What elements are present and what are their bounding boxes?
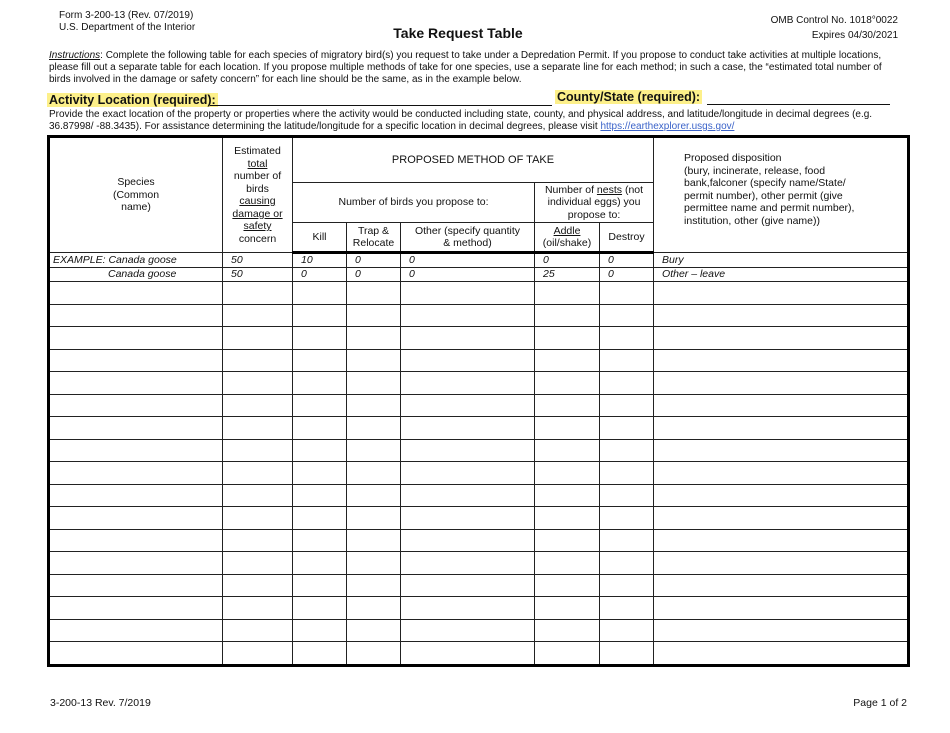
birds-subheader: Number of birds you propose to: [293, 183, 535, 223]
trap-cell[interactable] [347, 327, 401, 350]
kill-cell[interactable] [293, 597, 347, 620]
other-cell[interactable] [401, 529, 535, 552]
kill-cell[interactable] [293, 507, 347, 530]
disposition-cell[interactable] [654, 484, 909, 507]
addle-cell[interactable] [535, 439, 600, 462]
estimated-cell[interactable] [223, 552, 293, 575]
kill-cell[interactable] [293, 394, 347, 417]
addle-cell[interactable] [535, 619, 600, 642]
table-row [49, 327, 909, 350]
estimated-cell[interactable] [223, 574, 293, 597]
table-row [49, 349, 909, 372]
omb-block [771, 13, 898, 43]
trap-cell[interactable]: 0 [347, 253, 401, 268]
addle-header: Addle (oil/shake) [535, 223, 600, 253]
trap-cell[interactable] [347, 597, 401, 620]
disposition-cell[interactable] [654, 552, 909, 575]
other-cell[interactable]: 0 [401, 268, 535, 282]
estimated-cell[interactable] [223, 372, 293, 395]
trap-cell[interactable] [347, 552, 401, 575]
disposition-cell[interactable] [654, 372, 909, 395]
destroy-cell[interactable] [600, 529, 654, 552]
other-cell[interactable] [401, 327, 535, 350]
other-method-header: Other (specify quantity & method) [401, 223, 535, 253]
estimated-cell[interactable] [223, 597, 293, 620]
kill-cell[interactable] [293, 372, 347, 395]
kill-cell[interactable] [293, 642, 347, 666]
kill-cell[interactable] [293, 619, 347, 642]
addle-cell[interactable] [535, 529, 600, 552]
location-instructions [49, 109, 907, 133]
disposition-cell[interactable] [654, 282, 909, 305]
table-row [49, 268, 909, 282]
trap-cell[interactable] [347, 619, 401, 642]
addle-cell[interactable] [535, 574, 600, 597]
estimated-cell[interactable] [223, 619, 293, 642]
table-row [49, 417, 909, 440]
instructions-text: : Complete the following table for each species of migratory bird(s) you request to take under a Depredation Permit. If you propose to conduct take activities at multiple locations, please fill out a separate table for each location. If you propose multiple methods of take for one species, use a separate line for each method; in such a case, the “estimated total number of birds involved in the damage or safety concern” for each line should be the same, as in the example below. [49, 50, 882, 85]
destroy-cell[interactable] [600, 439, 654, 462]
species-cell[interactable] [49, 304, 223, 327]
species-cell[interactable] [49, 507, 223, 530]
proposed-method-header: PROPOSED METHOD OF TAKE [293, 137, 654, 183]
destroy-cell[interactable]: 0 [600, 253, 654, 268]
species-header: Species (Common name) [49, 137, 223, 253]
trap-cell[interactable] [347, 439, 401, 462]
kill-cell[interactable] [293, 574, 347, 597]
destroy-cell[interactable]: 0 [600, 268, 654, 282]
destroy-cell[interactable] [600, 642, 654, 666]
disposition-cell[interactable] [654, 349, 909, 372]
disposition-cell[interactable] [654, 462, 909, 485]
table-row [49, 597, 909, 620]
kill-cell[interactable] [293, 349, 347, 372]
addle-cell[interactable]: 0 [535, 253, 600, 268]
estimated-cell[interactable] [223, 484, 293, 507]
trap-cell[interactable] [347, 507, 401, 530]
other-cell[interactable] [401, 552, 535, 575]
estimated-cell[interactable] [223, 529, 293, 552]
instructions-paragraph [49, 50, 905, 86]
other-cell[interactable] [401, 642, 535, 666]
trap-cell[interactable] [347, 304, 401, 327]
addle-cell[interactable] [535, 304, 600, 327]
species-cell[interactable] [49, 394, 223, 417]
table-row [49, 372, 909, 395]
table-row [49, 462, 909, 485]
take-request-table [47, 135, 910, 667]
destroy-cell[interactable] [600, 417, 654, 440]
other-cell[interactable] [401, 619, 535, 642]
disposition-cell[interactable] [654, 642, 909, 666]
estimated-cell[interactable] [223, 394, 293, 417]
destroy-cell[interactable] [600, 552, 654, 575]
destroy-header: Destroy [600, 223, 654, 253]
species-cell[interactable]: Canada goose [49, 268, 223, 282]
estimated-cell[interactable] [223, 282, 293, 305]
estimated-cell[interactable] [223, 417, 293, 440]
species-cell[interactable] [49, 552, 223, 575]
species-cell[interactable] [49, 529, 223, 552]
species-cell[interactable] [49, 574, 223, 597]
other-cell[interactable] [401, 484, 535, 507]
species-cell[interactable] [49, 372, 223, 395]
department-name: U.S. Department of the Interior [59, 22, 196, 33]
county-state-input[interactable] [707, 103, 890, 105]
table-row [49, 529, 909, 552]
disposition-cell[interactable] [654, 507, 909, 530]
other-cell[interactable] [401, 394, 535, 417]
species-cell[interactable] [49, 597, 223, 620]
destroy-cell[interactable] [600, 304, 654, 327]
addle-cell[interactable] [535, 642, 600, 666]
disposition-cell[interactable] [654, 619, 909, 642]
addle-cell[interactable] [535, 484, 600, 507]
disposition-cell[interactable] [654, 304, 909, 327]
activity-location-label: Activity Location (required): [49, 93, 216, 107]
addle-cell[interactable] [535, 552, 600, 575]
kill-cell[interactable] [293, 304, 347, 327]
estimated-cell[interactable] [223, 642, 293, 666]
estimated-cell[interactable] [223, 462, 293, 485]
table-row [49, 439, 909, 462]
disposition-cell[interactable] [654, 417, 909, 440]
destroy-cell[interactable] [600, 574, 654, 597]
table-row [49, 394, 909, 417]
destroy-cell[interactable] [600, 619, 654, 642]
expiration-date: Expires 04/30/2021 [811, 30, 898, 41]
estimated-cell[interactable]: 50 [223, 253, 293, 268]
species-cell[interactable] [49, 417, 223, 440]
destroy-cell[interactable] [600, 597, 654, 620]
addle-cell[interactable] [535, 417, 600, 440]
kill-cell[interactable]: 10 [293, 253, 347, 268]
page-title: Take Request Table [393, 25, 523, 41]
earthexplorer-link[interactable]: https://earthexplorer.usgs.gov/ [600, 121, 735, 132]
other-cell[interactable] [401, 597, 535, 620]
other-cell[interactable] [401, 439, 535, 462]
destroy-cell[interactable] [600, 282, 654, 305]
omb-control-number: OMB Control No. 1018°0022 [770, 15, 898, 26]
species-cell[interactable] [49, 282, 223, 305]
disposition-cell[interactable]: Bury [654, 253, 909, 268]
kill-cell[interactable] [293, 327, 347, 350]
other-cell[interactable] [401, 372, 535, 395]
species-cell[interactable] [49, 462, 223, 485]
addle-cell[interactable] [535, 462, 600, 485]
estimated-total-header: Estimated total number of birds causing damage or safety concern [223, 137, 293, 253]
species-cell[interactable]: EXAMPLE: Canada goose [49, 253, 223, 268]
other-cell[interactable] [401, 282, 535, 305]
destroy-cell[interactable] [600, 507, 654, 530]
kill-cell[interactable] [293, 462, 347, 485]
disposition-cell[interactable]: Other – leave [654, 268, 909, 282]
table-row [49, 507, 909, 530]
trap-cell[interactable] [347, 282, 401, 305]
estimated-cell[interactable] [223, 507, 293, 530]
addle-cell[interactable] [535, 349, 600, 372]
addle-cell[interactable] [535, 372, 600, 395]
other-cell[interactable] [401, 349, 535, 372]
trap-relocate-header: Trap & Relocate [347, 223, 401, 253]
addle-cell[interactable]: 25 [535, 268, 600, 282]
species-cell[interactable] [49, 439, 223, 462]
species-cell[interactable] [49, 619, 223, 642]
location-instructions-text: Provide the exact location of the property or properties where the activity would be conducted including state, county, and physical address, and latitude/longitude in decimal degrees (e.g. 36.87998/ -88.3435). For assistance determining the latitude/longitude for a specific location in decimal degrees, please visit [49, 109, 873, 132]
addle-cell[interactable] [535, 282, 600, 305]
disposition-header: Proposed disposition (bury, incinerate, release, food bank,falconer (specify name/State/ permit number), other permit (give permittee name and permit number), institution, other (give name)) [654, 137, 909, 253]
destroy-cell[interactable] [600, 327, 654, 350]
trap-cell[interactable] [347, 417, 401, 440]
species-cell[interactable] [49, 484, 223, 507]
other-cell[interactable] [401, 574, 535, 597]
kill-cell[interactable]: 0 [293, 268, 347, 282]
table-row [49, 619, 909, 642]
disposition-cell[interactable] [654, 327, 909, 350]
table-row [49, 484, 909, 507]
kill-cell[interactable] [293, 484, 347, 507]
table-row [49, 642, 909, 666]
trap-cell[interactable] [347, 642, 401, 666]
county-state-label: County/State (required): [557, 90, 701, 104]
species-cell[interactable] [49, 349, 223, 372]
kill-header: Kill [293, 223, 347, 253]
disposition-cell[interactable] [654, 529, 909, 552]
table-row [49, 574, 909, 597]
page-number: Page 1 of 2 [853, 697, 907, 709]
trap-cell[interactable]: 0 [347, 268, 401, 282]
trap-cell[interactable] [347, 484, 401, 507]
other-cell[interactable] [401, 304, 535, 327]
table-row [49, 304, 909, 327]
destroy-cell[interactable] [600, 394, 654, 417]
trap-cell[interactable] [347, 349, 401, 372]
trap-cell[interactable] [347, 394, 401, 417]
disposition-cell[interactable] [654, 394, 909, 417]
nests-subheader: Number of nests (not individual eggs) you propose to: [535, 183, 654, 223]
disposition-cell[interactable] [654, 439, 909, 462]
kill-cell[interactable] [293, 417, 347, 440]
estimated-cell[interactable] [223, 439, 293, 462]
addle-cell[interactable] [535, 507, 600, 530]
species-cell[interactable] [49, 642, 223, 666]
disposition-cell[interactable] [654, 597, 909, 620]
addle-cell[interactable] [535, 597, 600, 620]
table-row [49, 282, 909, 305]
trap-cell[interactable] [347, 462, 401, 485]
trap-cell[interactable] [347, 574, 401, 597]
other-cell[interactable] [401, 417, 535, 440]
estimated-cell[interactable]: 50 [223, 268, 293, 282]
instructions-lead: Instructions [49, 50, 101, 61]
species-cell[interactable] [49, 327, 223, 350]
destroy-cell[interactable] [600, 349, 654, 372]
other-cell[interactable] [401, 507, 535, 530]
estimated-cell[interactable] [223, 304, 293, 327]
footer-form-revision: 3-200-13 Rev. 7/2019 [50, 697, 151, 709]
destroy-cell[interactable] [600, 484, 654, 507]
other-cell[interactable] [401, 462, 535, 485]
destroy-cell[interactable] [600, 462, 654, 485]
estimated-cell[interactable] [223, 327, 293, 350]
table-row [49, 552, 909, 575]
form-number: Form 3-200-13 (Rev. 07/2019) [59, 10, 194, 21]
trap-cell[interactable] [347, 529, 401, 552]
estimated-cell[interactable] [223, 349, 293, 372]
kill-cell[interactable] [293, 282, 347, 305]
addle-cell[interactable] [535, 327, 600, 350]
other-cell[interactable]: 0 [401, 253, 535, 268]
disposition-cell[interactable] [654, 574, 909, 597]
kill-cell[interactable] [293, 552, 347, 575]
addle-cell[interactable] [535, 394, 600, 417]
activity-location-input[interactable] [210, 104, 552, 106]
kill-cell[interactable] [293, 529, 347, 552]
trap-cell[interactable] [347, 372, 401, 395]
kill-cell[interactable] [293, 439, 347, 462]
table-row-example [49, 253, 909, 268]
destroy-cell[interactable] [600, 372, 654, 395]
